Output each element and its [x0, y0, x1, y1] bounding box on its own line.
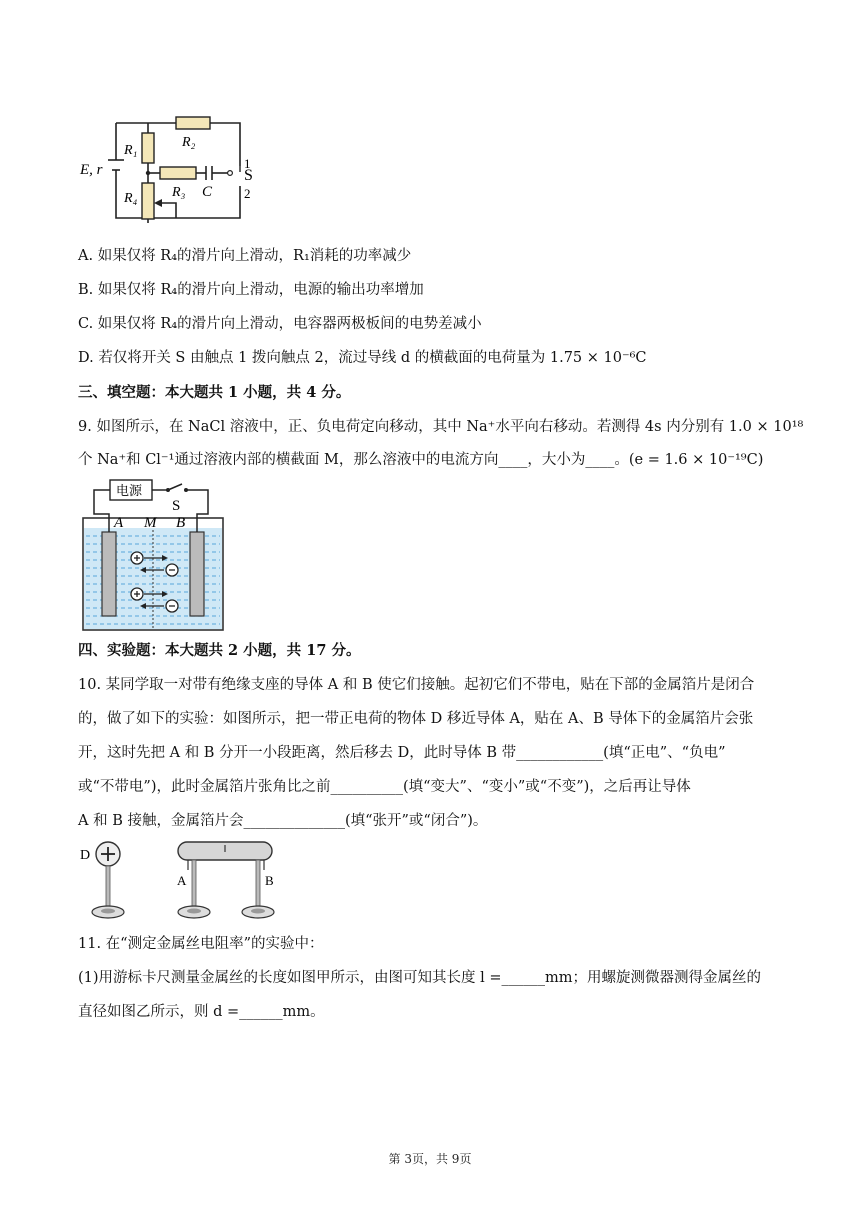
- power-label: 电源: [116, 483, 143, 498]
- label-er: E, r: [80, 162, 103, 178]
- switch-label: S: [172, 498, 181, 514]
- section-m-label: M: [144, 515, 157, 531]
- page-footer: 第 3页，共 9页: [388, 1152, 472, 1166]
- q9-line-2: 个 Na⁺和 Cl⁻¹通过溶液内部的横截面 M，那么溶液中的电流方向____，大小为____。(e = 1.6 × 10⁻¹⁹C): [78, 452, 764, 468]
- section3-heading: 三、填空题：本大题共 1 小题，共 4 分。: [78, 384, 351, 401]
- label-c: C: [202, 184, 213, 200]
- q8-circuit-figure: [78, 108, 278, 228]
- q10-line-3: 开，这时先把 A 和 B 分开一小段距离，然后移去 D，此时导体 B 带____________(填“正电”、“负电”: [78, 745, 726, 761]
- label-a: A: [177, 873, 187, 888]
- q10-line-5: A 和 B 接触，金属箔片会______________(填“张开”或“闭合”)。: [78, 813, 488, 829]
- q10-conductor-figure: [78, 838, 290, 924]
- q10-line-1: 10. 某同学取一对带有绝缘支座的导体 A 和 B 使它们接触。起初它们不带电，贴在下部的金属箔片是闭合: [78, 677, 755, 693]
- section4-heading: 四、实验题：本大题共 2 小题，共 17 分。: [78, 642, 361, 659]
- q8-option-c: C. 如果仅将 R₄的滑片向上滑动，电容器两极板间的电势差减小: [78, 316, 482, 332]
- label-r3: R₃: [172, 185, 186, 200]
- q10-line-2: 的，做了如下的实验：如图所示，把一带正电荷的物体 D 移近导体 A，贴在 A、B 导体下的金属箔片会张: [78, 711, 754, 727]
- q8-option-d: D. 若仅将开关 S 由触点 1 拨向触点 2，流过导线 d 的横截面的电荷量为 1.75 × 10⁻⁶C: [78, 350, 647, 366]
- q8-option-b: B. 如果仅将 R₄的滑片向上滑动，电源的输出功率增加: [78, 282, 424, 298]
- label-b: B: [265, 873, 274, 888]
- label-d: D: [80, 848, 91, 863]
- q8-option-a: A. 如果仅将 R₄的滑片向上滑动，R₁消耗的功率减少: [78, 248, 412, 264]
- q9-line-1: 9. 如图所示，在 NaCl 溶液中，正、负电荷定向移动，其中 Na⁺水平向右移动。若测得 4s 内分别有 1.0 × 10¹⁸: [78, 419, 804, 435]
- q11-line-1: 11. 在“测定金属丝电阻率”的实验中：: [78, 936, 324, 952]
- label-s: S: [244, 167, 253, 184]
- label-r1: R₁: [124, 143, 138, 158]
- label-2: 2: [244, 186, 251, 201]
- label-r2: R₂: [182, 135, 196, 150]
- q9-electrolysis-figure: [80, 478, 226, 634]
- q11-line-3: 直径如图乙所示，则 d =______mm。: [78, 1004, 325, 1020]
- label-1: 1: [244, 156, 251, 171]
- electrode-b-label: B: [176, 515, 186, 531]
- q11-line-2: (1)用游标卡尺测量金属丝的长度如图甲所示，由图可知其长度 l =______mm；用螺旋测微器测得金属丝的: [78, 970, 762, 986]
- label-r4: R₄: [124, 191, 138, 206]
- q10-line-4: 或“不带电”)，此时金属箔片张角比之前__________(填“变大”、“变小”或“不变”)，之后再让导体: [78, 779, 691, 795]
- electrode-a-label: A: [114, 515, 124, 531]
